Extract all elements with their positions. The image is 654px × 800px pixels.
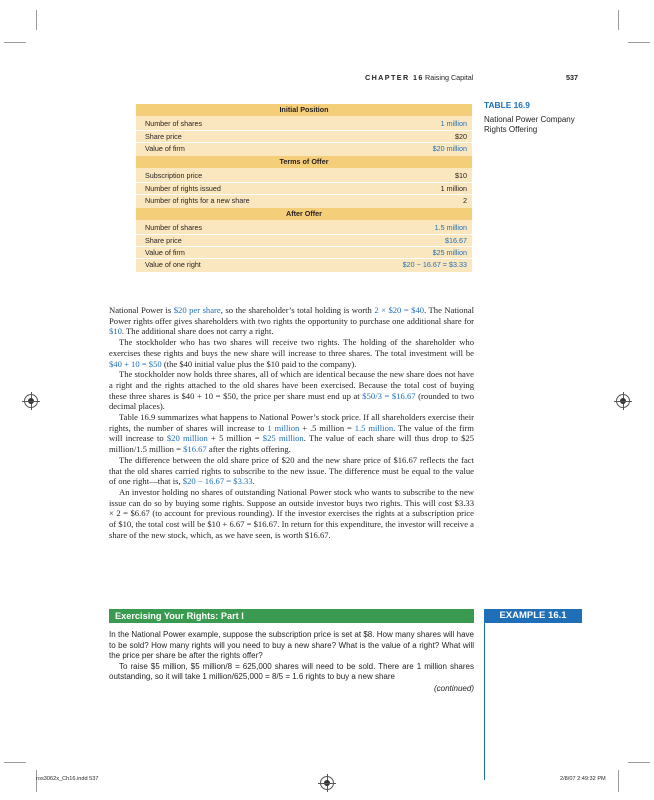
example-label: EXAMPLE 16.1: [484, 609, 582, 623]
row-label: Number of shares: [145, 223, 203, 232]
text-run: (rounded to two decimal places).: [109, 390, 474, 412]
table-description: National Power Company Rights Offering: [484, 115, 575, 134]
registration-mark-icon: [320, 776, 334, 790]
highlighted-value: $50/3 = $16.67: [362, 390, 416, 401]
row-label: Subscription price: [145, 171, 203, 180]
rights-offering-table: [136, 104, 472, 272]
crop-mark: [4, 762, 26, 763]
text-run: The stockholder who has two shares will receive two rights. The holding of the shareholder who exercises these rights and buys the new share will increase to three shares. The total investment will be: [109, 337, 474, 358]
page-number: 537: [566, 73, 578, 82]
table-section-heading: Terms of Offer: [136, 156, 472, 168]
row-value: $10: [455, 171, 467, 180]
text-run: . The additional share does not carry a right.: [121, 326, 274, 337]
table-row: [136, 130, 472, 142]
text-run: Table 16.9 summarizes what happens to National Power’s stock price. If all shareholders exercise their rights, the number of shares will increase to: [109, 412, 474, 433]
example-body: [109, 630, 474, 695]
row-value: $20 − 16.67 = $3.33: [402, 260, 467, 269]
table-row: [136, 234, 472, 246]
highlighted-value: $40 + 10 = $50: [109, 358, 162, 369]
chapter-label: CHAPTER 16: [365, 73, 424, 82]
table-section-heading: After Offer: [136, 208, 472, 220]
text-run: . The value of the firm will increase to: [109, 422, 474, 444]
example-rule: [484, 623, 485, 780]
highlighted-value: $20 per share: [173, 305, 221, 315]
table-row: [136, 246, 472, 258]
highlighted-value: $20 − 16.67 = $3.33: [182, 476, 253, 487]
crop-mark: [36, 10, 37, 30]
table-row: [136, 258, 472, 270]
crop-mark: [618, 10, 619, 30]
text-run: The difference between the old share price of $20 and the new share price of $16.67 reflects the fact that the old shares carried rights to subscribe to the new issue. The difference must be equal to the value of one right—that is,: [109, 454, 474, 487]
table-spacer: [136, 270, 472, 272]
text-run: (the $40 initial value plus the $10 paid to the company).: [161, 358, 357, 369]
text-run: + 5 million =: [207, 433, 263, 444]
row-value: 2: [463, 196, 467, 205]
table-label: TABLE 16.9: [484, 100, 530, 110]
footer-timestamp: 2/8/07 2:49:32 PM: [560, 776, 606, 782]
text-run: .: [252, 476, 255, 487]
table-section-heading: Initial Position: [136, 104, 472, 116]
row-value: 1.5 million: [434, 223, 467, 232]
row-label: Share price: [145, 236, 182, 245]
registration-mark-icon: [616, 394, 630, 408]
text-run: National Power is: [109, 305, 174, 315]
row-label: Value of firm: [145, 248, 185, 257]
paragraph: [109, 412, 474, 455]
crop-mark: [4, 42, 26, 43]
paragraph: [109, 337, 474, 369]
row-label: Number of rights for a new share: [145, 196, 250, 205]
row-value: $20: [455, 132, 467, 141]
example-title: Exercising Your Rights: Part I: [109, 609, 474, 623]
highlighted-value: $20 million: [166, 433, 208, 444]
row-value: $25 million: [432, 248, 467, 257]
paragraph: [109, 305, 474, 337]
highlighted-value: $16.67: [183, 444, 207, 455]
row-value: $16.67: [445, 236, 467, 245]
registration-mark-icon: [24, 394, 38, 408]
text-run: The stockholder now holds three shares, all of which are identical because the new share does not have a right and the rights attached to the old shares have been exercised. Because the total cost of buying these three shares is $40 + 10 = $50, the price per share must end up at: [109, 369, 474, 401]
crop-mark: [628, 42, 650, 43]
continued-note: (continued): [433, 683, 474, 693]
text-run: , so the shareholder’s total holding is worth: [220, 305, 375, 315]
row-label: Number of rights issued: [145, 184, 221, 193]
row-value: 1 million: [440, 184, 467, 193]
paragraph: [109, 369, 474, 412]
table-row: [136, 170, 472, 182]
text-run: An investor holding no shares of outstanding National Power stock who wants to subscribe to the new issue can do so by buying some rights. Suppose an outside investor buys two rights. This will cost $3.33 × 2 = $6.67 (to account for previous rounding). If the investor exercises the rights at a subscription price of $10, the total cost will be $10 + 6.67 = $16.67. In return for this expenditure, the investor will receive a share of the new stock, which, as we have seen, is worth $16.67.: [109, 486, 474, 540]
crop-mark: [618, 770, 619, 792]
highlighted-value: 2 × $20 = $40: [374, 305, 425, 315]
table-row: [136, 118, 472, 130]
footer-file: ros3062x_Ch16.indd 537: [36, 776, 99, 782]
table-row: [136, 182, 472, 194]
table-row: [136, 222, 472, 234]
text-run: + .5 million =: [299, 422, 355, 433]
table-row: [136, 142, 472, 154]
row-value: $20 million: [432, 144, 467, 153]
highlighted-value: 1.5 million: [354, 422, 394, 433]
body-text: [109, 305, 474, 540]
row-label: Number of shares: [145, 119, 203, 128]
table-caption: [484, 100, 594, 135]
row-label: Share price: [145, 132, 182, 141]
text-run: . The value of each share will thus drop to $25 million/1.5 million =: [109, 433, 474, 455]
text-run: . The National Power rights offer gives shareholders with two rights the opportunity to purchase one additional share for: [109, 305, 474, 326]
highlighted-value: 1 million: [267, 422, 300, 433]
paragraph: [109, 487, 474, 541]
row-label: Value of one right: [145, 260, 201, 269]
example-answer: To raise $5 million, $5 million/8 = 625,000 shares will need to be sold. There are 1 million shares outstanding, so it will take 1 million/625,000 = 8/5 = 1.6 rights to buy a new share: [109, 661, 474, 682]
row-label: Value of firm: [145, 144, 185, 153]
highlighted-value: $25 million: [262, 433, 304, 444]
text-run: after the rights offering.: [206, 444, 291, 455]
crop-mark: [628, 762, 650, 763]
table-row: [136, 194, 472, 206]
row-value: 1 million: [440, 119, 467, 128]
example-question: In the National Power example, suppose the subscription price is set at $8. How many shares will have to be sold? How many rights will you need to buy a new share? What is the value of a right? What will the price per share be after the rights offer?: [109, 630, 474, 661]
chapter-title: Raising Capital: [425, 73, 474, 82]
highlighted-value: $10: [109, 326, 122, 337]
paragraph: [109, 455, 474, 487]
